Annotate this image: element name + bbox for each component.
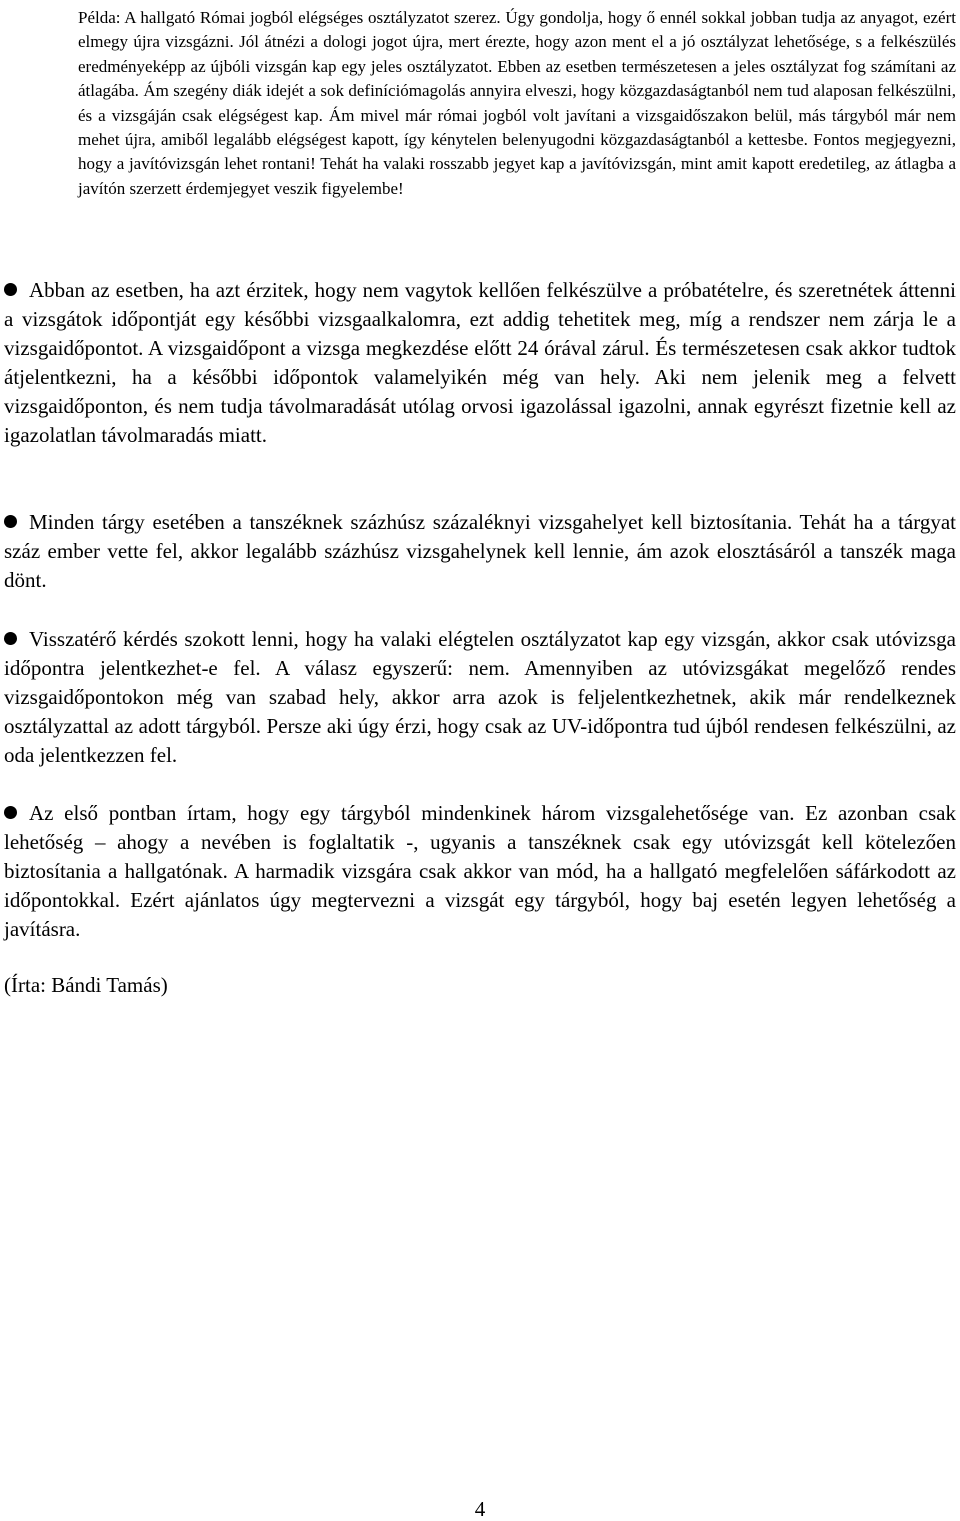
author-note: (Írta: Bándi Tamás) [4, 973, 168, 997]
bullet-icon [4, 283, 17, 296]
bullet-icon [4, 632, 17, 645]
page-number: 4 [474, 1497, 486, 1521]
bullet-text: Abban az esetben, ha azt érzitek, hogy nem vagytok kellően felkészülve a próbatételre, és szeretnétek áttenni a vizsgátok időpontját egy későbbi vizsgaalkalomra, ezt addig tehetitek meg, míg a rendszer nem zárja le a vizsgaidőpontot. A vizsgaidőpont a vizsga megkezdése előtt 24 órával zárul. És természetesen csak akkor tudtok átjelentkezni, ha a későbbi időpontok valamelyikén még van hely. Aki nem jelenik meg a felvett vizsgaidőponton, és nem tudja távolmaradását utólag orvosi igazolással igazolni, annak egyrészt fizetnie kell az igazolatlan távolmaradás miatt. [4, 278, 956, 448]
bullet-paragraph [4, 276, 956, 451]
bullet-paragraph [4, 508, 956, 595]
example-paragraph: Példa: A hallgató Római jogból elégséges osztályzatot szerez. Úgy gondolja, hogy ő ennél sokkal jobban tudja az anyagot, ezért elmegy újra vizsgázni. Jól átnézi a dologi jogot újra, mert érezte, hogy azon ment el a jó osztályzat lehetősége, s a felkészülés eredményeképp az újbóli vizsgán kap egy jeles osztályzatot. Ebben az esetben természetesen a jeles osztályzat fog számítani az átlagába. Ám szegény diák idejét a sok definíciómagolás annyira elveszi, hogy közgazdaságtanból nem tud alaposan felkészülni, és a vizsgáján csak elégségest kap. Ám mivel már római jogból volt javítani a vizsgaidőszakon belül, más tárgyból már nem mehet újra, amiből legalább elégségest kapott, így kénytelen belenyugodni közgazdaságtanból a kettesbe. Fontos megjegyezni, hogy a javítóvizsgán lehet rontani! Tehát ha valaki rosszabb jegyet kap a javítóvizsgán, mint amit kapott eredetileg, az átlagba a javítón szerzett érdemjegyet veszik figyelembe! [78, 8, 956, 198]
bullet-icon [4, 806, 17, 819]
bullet-icon [4, 515, 17, 528]
bullet-paragraph [4, 625, 956, 770]
bullet-text: Az első pontban írtam, hogy egy tárgyból mindenkinek három vizsgalehetősége van. Ez azonban csak lehetőség – ahogy a nevében is foglaltatik -, ugyanis a tanszéknek csak egy utóvizsgát kell kötelezően biztosítania a hallgatónak. A harmadik vizsgára csak akkor van mód, ha a hallgató megfelelően sáfárkodott az időpontokkal. Ezért ajánlatos úgy megtervezni a vizsgát egy tárgyból, hogy baj esetén legyen lehetőség a javításra. [4, 801, 956, 942]
bullet-text: Minden tárgy esetében a tanszéknek százhúsz százaléknyi vizsgahelyet kell biztosítania. Tehát ha a tárgyat száz ember vette fel, akkor legalább százhúsz vizsgahelynek kell lennie, ám azok elosztásáról a tanszék maga dönt. [4, 510, 956, 593]
bullet-paragraph [4, 799, 956, 944]
bullet-text: Visszatérő kérdés szokott lenni, hogy ha valaki elégtelen osztályzatot kap egy vizsgán, akkor csak utóvizsga időpontra jelentkezhet-e fel. A válasz egyszerű: nem. Amennyiben az utóvizsgákat megelőző rendes vizsgaidőpontokon még van szabad hely, akkor arra azok is feljelentkezhetnek, akik már rendelkeznek osztályzattal az adott tárgyból. Persze aki úgy érzi, hogy csak az UV-időpontra tud újból rendesen felkészülni, az oda jelentkezzen fel. [4, 627, 956, 768]
